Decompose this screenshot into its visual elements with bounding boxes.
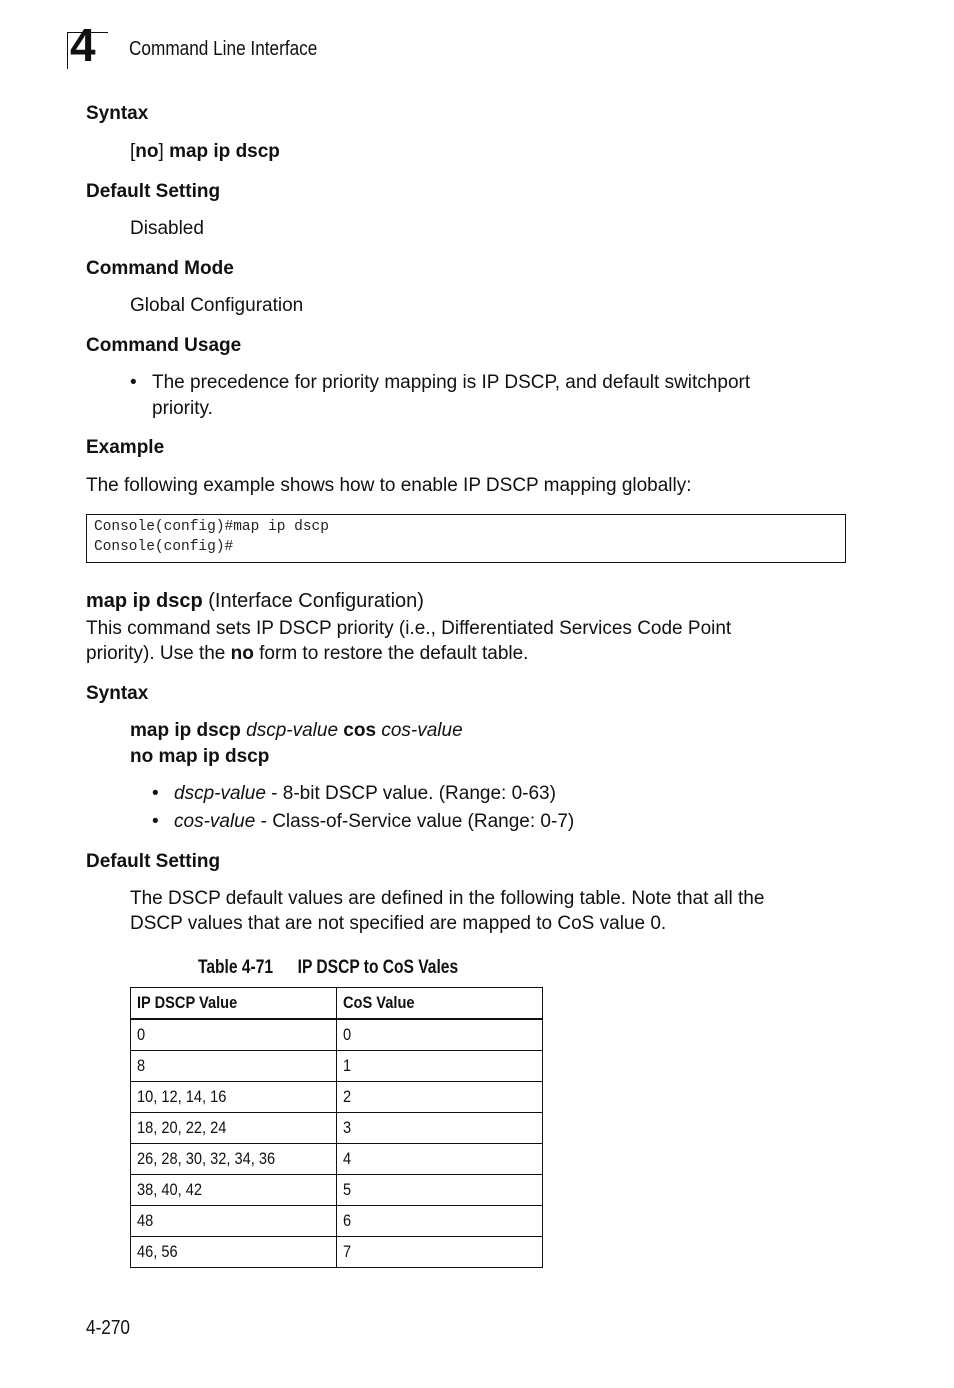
command-title-context: (Interface Configuration) <box>202 590 424 612</box>
syntax-command: map ip dscp <box>169 141 280 162</box>
syntax-line <box>130 141 280 163</box>
table-cell <box>131 1051 337 1082</box>
cell-text: 18, 20, 22, 24 <box>137 1118 227 1137</box>
table-caption-title: IP DSCP to CoS Vales <box>297 957 459 978</box>
command-title <box>86 590 424 613</box>
table-cell <box>131 1175 337 1206</box>
usage-bullet-line2: priority. <box>152 398 213 419</box>
desc-text: form to restore the default table. <box>253 643 529 664</box>
table-row <box>131 1051 543 1082</box>
syntax-close-bracket: ] <box>158 141 164 162</box>
table-row <box>131 1019 543 1051</box>
command-mode-heading: Command Mode <box>86 258 234 279</box>
table-cell <box>337 1019 543 1051</box>
cell-text: 26, 28, 30, 32, 34, 36 <box>137 1149 276 1168</box>
table-row <box>131 1113 543 1144</box>
syntax-heading-2: Syntax <box>86 683 149 704</box>
table-cell <box>131 1206 337 1237</box>
command-description-line1: This command sets IP DSCP priority (i.e., Differentiated Services Code Point <box>86 618 732 639</box>
default-description-line1: The DSCP default values are defined in the following table. Note that all the <box>130 888 765 909</box>
usage-bullet-line1: The precedence for priority mapping is IP DSCP, and default switchport <box>152 372 751 393</box>
cell-text: 0 <box>343 1025 352 1044</box>
cell-text: 1 <box>343 1056 352 1075</box>
table-cell <box>337 1082 543 1113</box>
table-row <box>131 1206 543 1237</box>
syntax-cmd: map ip dscp <box>130 720 247 741</box>
cell-text: 6 <box>343 1211 352 1230</box>
code-line: Console(config)#map ip dscp <box>94 519 329 535</box>
command-mode-value: Global Configuration <box>130 295 304 316</box>
table-row <box>131 1144 543 1175</box>
table-header-cell <box>337 988 543 1020</box>
usage-bullet-marker: • <box>130 372 137 393</box>
page-number-text: 4-270 <box>86 1317 130 1339</box>
param-name: dscp-value <box>174 783 266 804</box>
syntax-param: dscp-value <box>246 720 339 741</box>
syntax-open-bracket: [ <box>130 141 136 162</box>
command-usage-heading: Command Usage <box>86 335 242 356</box>
command-title-name: map ip dscp <box>86 590 203 612</box>
header-text: IP DSCP Value <box>137 993 238 1012</box>
param-bullet-marker: • <box>152 783 159 804</box>
table-cell <box>337 1051 543 1082</box>
table-cell <box>131 1019 337 1051</box>
table-cell <box>131 1237 337 1268</box>
table-row <box>131 1237 543 1268</box>
command-description-line2 <box>86 643 528 665</box>
param-desc: - 8-bit DSCP value. (Range: 0-63) <box>265 783 556 804</box>
table-caption-label: Table 4-71 <box>198 957 274 978</box>
cell-text: 0 <box>137 1025 146 1044</box>
table-cell <box>337 1206 543 1237</box>
table-row <box>131 1175 543 1206</box>
default-setting-value: Disabled <box>130 218 204 239</box>
param-name: cos-value <box>174 811 256 832</box>
desc-no-keyword: no <box>230 643 254 664</box>
table-cell <box>337 1175 543 1206</box>
cell-text: 10, 12, 14, 16 <box>137 1087 227 1106</box>
syntax-cos-keyword: cos <box>338 720 382 741</box>
cell-text: 48 <box>137 1211 154 1230</box>
cell-text: 3 <box>343 1118 352 1137</box>
param-dscp-value <box>174 783 556 805</box>
cell-text: 46, 56 <box>137 1242 178 1261</box>
table-cell <box>131 1144 337 1175</box>
default-setting-heading: Default Setting <box>86 181 221 202</box>
table-row <box>131 1082 543 1113</box>
syntax-line-1 <box>130 720 463 742</box>
syntax-param: cos-value <box>381 720 463 741</box>
syntax-heading: Syntax <box>86 103 149 124</box>
param-bullet-marker: • <box>152 811 159 832</box>
default-setting-heading-2: Default Setting <box>86 851 221 872</box>
default-description-line2: DSCP values that are not specified are mapped to CoS value 0. <box>130 913 667 934</box>
table-caption <box>198 957 515 979</box>
table-header-row <box>131 988 543 1020</box>
cell-text: 4 <box>343 1149 352 1168</box>
cell-text: 5 <box>343 1180 352 1199</box>
cell-text: 7 <box>343 1242 352 1261</box>
header-text: CoS Value <box>343 993 415 1012</box>
desc-text: priority). Use the <box>86 643 231 664</box>
table-cell <box>131 1082 337 1113</box>
page-number <box>86 1317 137 1340</box>
cell-text: 2 <box>343 1087 352 1106</box>
table-cell <box>337 1237 543 1268</box>
dscp-cos-table <box>130 987 543 1268</box>
table-cell <box>337 1144 543 1175</box>
code-example <box>94 517 329 557</box>
table-header-cell <box>131 988 337 1020</box>
running-header-title: Command Line Interface <box>129 38 318 60</box>
syntax-line-2: no map ip dscp <box>130 746 270 767</box>
table-cell <box>337 1113 543 1144</box>
cell-text: 8 <box>137 1056 146 1075</box>
chapter-number: 4 <box>70 19 95 71</box>
example-text: The following example shows how to enable IP DSCP mapping globally: <box>86 475 692 496</box>
code-line: Console(config)# <box>94 539 234 555</box>
cell-text: 38, 40, 42 <box>137 1180 203 1199</box>
syntax-no-keyword: no <box>135 141 159 162</box>
param-cos-value <box>174 811 574 833</box>
table-cell <box>131 1113 337 1144</box>
param-desc: - Class-of-Service value (Range: 0-7) <box>255 811 575 832</box>
example-heading: Example <box>86 437 165 458</box>
